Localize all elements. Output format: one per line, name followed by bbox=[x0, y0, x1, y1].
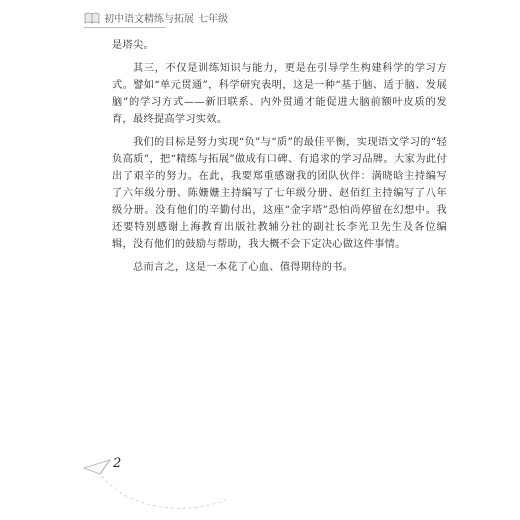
paper-plane-icon bbox=[80, 452, 230, 520]
header-title: 初中语文精练与拓展 bbox=[104, 14, 194, 25]
paragraph-3: 我们的目标是努力实现“负”与“质”的最佳平衡，实现语文学习的“轻负高质”，把“精练与拓展”做成有口碑、有追求的学习品牌。大家为此付出了艰辛的努力。在此，我要郑重感谢我的团队伙伴：满晓晗主持编写了六年级分册、陈姗姗主持编写了七年级分册、赵佰红主持编写了八年级分册。没有他们的辛勤付出，这座“金字塔”恐怕尚停留在幻想中。我还要特别感谢上海教育出版社教辅分社的副社长李光卫先生及各位编辑，没有他们的鼓励与帮助，我大概不会下定决心做这件事情。 bbox=[112, 137, 447, 250]
header-grade: 七年级 bbox=[198, 14, 228, 25]
header-divider bbox=[84, 27, 166, 28]
paragraph-2: 其三，不仅是训练知识与能力，更是在引导学生构建科学的学习方式。譬如“单元贯通”，科学研究表明，这是一种“基于脑、适于脑、发展脑”的学习方式——新旧联系、内外贯通才能促进大脑前额叶皮质的发育，最终提高学习实效。 bbox=[112, 63, 447, 125]
running-header bbox=[84, 10, 228, 25]
body-text bbox=[112, 37, 447, 282]
book-logo-icon bbox=[84, 11, 100, 25]
paragraph-4: 总而言之，这是一本花了心血、值得期待的书。 bbox=[133, 262, 354, 273]
page-number: 2 bbox=[113, 456, 122, 471]
paragraph-1: 是塔尖。 bbox=[112, 40, 154, 51]
